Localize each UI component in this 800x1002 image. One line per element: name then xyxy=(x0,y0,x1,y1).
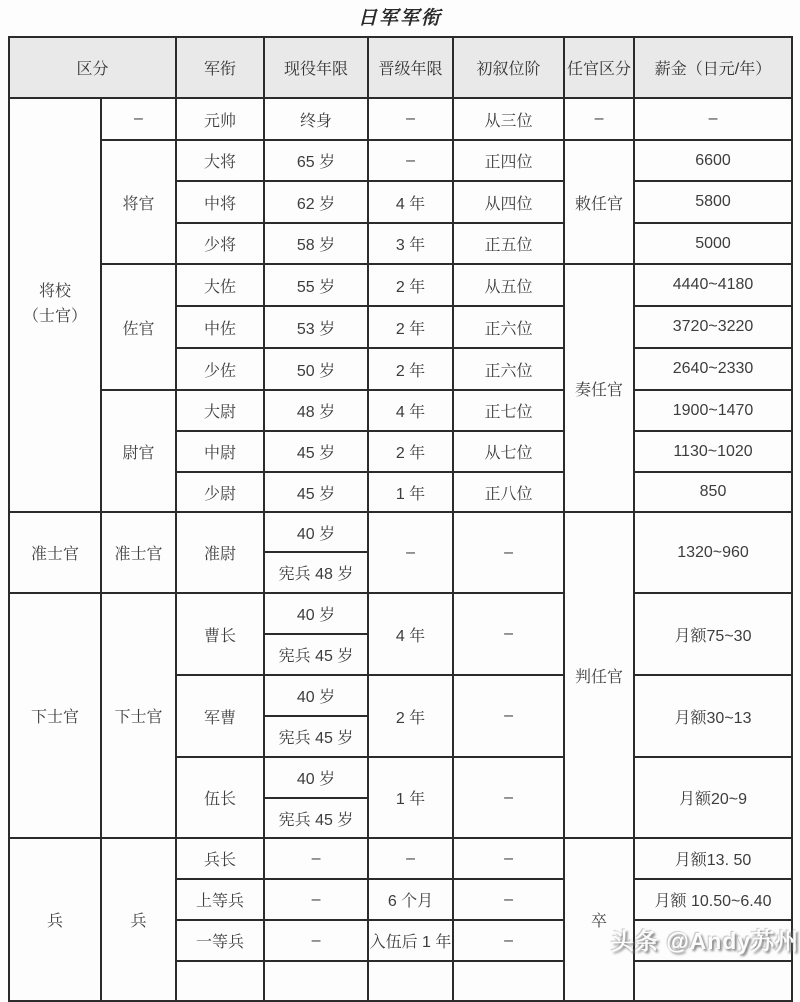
cell-salary-zhongwei: 1130~1020 xyxy=(634,431,792,472)
group-jiangxiao-line1: 将校 xyxy=(38,283,71,301)
subgroup-zuoguan: 佐官 xyxy=(101,264,176,390)
cell-promotion-zhunwei: – xyxy=(368,512,453,593)
cell-service-zhongjiang: 62 岁 xyxy=(264,181,368,223)
cell-court-zhunwei: – xyxy=(453,512,564,593)
header-xinjin: 薪金（日元/年） xyxy=(634,37,792,98)
page-title: 日军军衔 xyxy=(357,8,442,29)
row-dawei xyxy=(9,390,792,431)
cell-rank-shaojiang: 少将 xyxy=(176,223,264,264)
row-dazuo xyxy=(9,264,792,306)
subgroup-dash: – xyxy=(101,98,176,140)
cell-court-cutoff xyxy=(453,961,564,1001)
cell-rank-caozhang: 曹长 xyxy=(176,593,264,675)
cell-court-dajiang: 正四位 xyxy=(453,140,564,181)
group-zhunshiguan: 准士官 xyxy=(9,512,101,593)
cell-service-wuzhang-a: 40 岁 xyxy=(264,757,368,798)
cell-service-caozhang-b: 宪兵 45 岁 xyxy=(264,634,368,675)
cell-service-zhongzuo: 53 岁 xyxy=(264,306,368,348)
cell-salary-zhunwei: 1320~960 xyxy=(634,512,792,593)
cell-service-cutoff xyxy=(264,961,368,1001)
cell-court-shaowei: 正八位 xyxy=(453,472,564,512)
cell-appoint-zourenkuan: 奏任官 xyxy=(564,264,634,512)
cell-salary-dawei: 1900~1470 xyxy=(634,390,792,431)
subgroup-bing: 兵 xyxy=(101,838,176,1001)
cell-promotion-dajiang: – xyxy=(368,140,453,181)
cell-rank-shaozuo: 少佐 xyxy=(176,348,264,390)
row-yuanshuai xyxy=(9,98,792,140)
cell-service-zhunwei-a: 40 岁 xyxy=(264,512,368,552)
cell-court-juncao: – xyxy=(453,675,564,757)
header-chuxu: 初叙位阶 xyxy=(453,37,564,98)
watermark: 头条 @Andy苏州 xyxy=(610,928,800,954)
cell-rank-bingzhang: 兵长 xyxy=(176,838,264,879)
cell-promotion-shaowei: 1 年 xyxy=(368,472,453,512)
cell-court-yidengbing: – xyxy=(453,920,564,961)
row-zhunwei-a xyxy=(9,512,792,552)
cell-service-zhunwei-b: 宪兵 48 岁 xyxy=(264,552,368,593)
cell-court-zhongjiang: 从四位 xyxy=(453,181,564,223)
cell-promotion-wuzhang: 1 年 xyxy=(368,757,453,838)
cell-service-shaojiang: 58 岁 xyxy=(264,223,368,264)
header-row xyxy=(9,37,792,98)
row-bingzhang xyxy=(9,838,792,879)
header-renguan: 任官区分 xyxy=(564,37,634,98)
cell-salary-shaowei: 850 xyxy=(634,472,792,512)
cell-appoint-chirenkuan: 敕任官 xyxy=(564,140,634,264)
cell-promotion-shaozuo: 2 年 xyxy=(368,348,453,390)
cell-appoint-yuanshuai: – xyxy=(564,98,634,140)
cell-salary-wuzhang: 月额20~9 xyxy=(634,757,792,838)
group-xiashiguan: 下士官 xyxy=(9,593,101,838)
cell-promotion-yuanshuai: – xyxy=(368,98,453,140)
cell-rank-wuzhang: 伍长 xyxy=(176,757,264,838)
cell-salary-shangdengbing: 月额 10.50~6.40 xyxy=(634,879,792,920)
cell-promotion-bingzhang: – xyxy=(368,838,453,879)
cell-rank-juncao: 军曹 xyxy=(176,675,264,757)
cell-promotion-zhongzuo: 2 年 xyxy=(368,306,453,348)
cell-rank-shaowei: 少尉 xyxy=(176,472,264,512)
group-jiangxiao xyxy=(9,98,101,512)
subgroup-xiashiguan: 下士官 xyxy=(101,593,176,838)
header-xianyi: 现役年限 xyxy=(264,37,368,98)
cell-rank-yidengbing: 一等兵 xyxy=(176,920,264,961)
cell-salary-zhongjiang: 5800 xyxy=(634,181,792,223)
cell-service-dajiang: 65 岁 xyxy=(264,140,368,181)
cell-salary-shaojiang: 5000 xyxy=(634,223,792,264)
cell-rank-cutoff xyxy=(176,961,264,1001)
cell-salary-dazuo: 4440~4180 xyxy=(634,264,792,306)
cell-rank-zhongjiang: 中将 xyxy=(176,181,264,223)
header-jinji: 晋级年限 xyxy=(368,37,453,98)
cell-rank-dawei: 大尉 xyxy=(176,390,264,431)
header-qufen: 区分 xyxy=(9,37,176,98)
group-jiangxiao-line2: （士官） xyxy=(22,308,87,325)
subgroup-jiangguan: 将官 xyxy=(101,140,176,264)
cell-promotion-shaojiang: 3 年 xyxy=(368,223,453,264)
cell-service-dazuo: 55 岁 xyxy=(264,264,368,306)
header-junxian: 军衔 xyxy=(176,37,264,98)
cell-service-zhongwei: 45 岁 xyxy=(264,431,368,472)
cell-court-shaozuo: 正六位 xyxy=(453,348,564,390)
cell-court-wuzhang: – xyxy=(453,757,564,838)
cell-salary-dajiang: 6600 xyxy=(634,140,792,181)
cell-salary-bingzhang: 月额13. 50 xyxy=(634,838,792,879)
cell-rank-yuanshuai: 元帅 xyxy=(176,98,264,140)
cell-service-yuanshuai: 终身 xyxy=(264,98,368,140)
row-caozhang-a xyxy=(9,593,792,634)
cell-service-shangdengbing: – xyxy=(264,879,368,920)
row-dajiang xyxy=(9,140,792,181)
cell-rank-zhongzuo: 中佐 xyxy=(176,306,264,348)
cell-salary-juncao: 月额30~13 xyxy=(634,675,792,757)
subgroup-zhunshiguan: 准士官 xyxy=(101,512,176,593)
cell-court-shaojiang: 正五位 xyxy=(453,223,564,264)
group-bing: 兵 xyxy=(9,838,101,1001)
cell-court-shangdengbing: – xyxy=(453,879,564,920)
cell-court-dazuo: 从五位 xyxy=(453,264,564,306)
cell-service-juncao-b: 宪兵 45 岁 xyxy=(264,716,368,757)
cell-service-caozhang-a: 40 岁 xyxy=(264,593,368,634)
cell-rank-dazuo: 大佐 xyxy=(176,264,264,306)
cell-promotion-dazuo: 2 年 xyxy=(368,264,453,306)
ranks-table xyxy=(8,36,793,1002)
subgroup-weiguan: 尉官 xyxy=(101,390,176,512)
cell-service-shaowei: 45 岁 xyxy=(264,472,368,512)
cell-salary-cutoff xyxy=(634,961,792,1001)
cell-service-wuzhang-b: 宪兵 45 岁 xyxy=(264,798,368,838)
cell-salary-yuanshuai: – xyxy=(634,98,792,140)
cell-service-bingzhang: – xyxy=(264,838,368,879)
cell-service-juncao-a: 40 岁 xyxy=(264,675,368,716)
cell-rank-dajiang: 大将 xyxy=(176,140,264,181)
cell-rank-zhunwei: 准尉 xyxy=(176,512,264,593)
cell-salary-caozhang: 月额75~30 xyxy=(634,593,792,675)
cell-salary-shaozuo: 2640~2330 xyxy=(634,348,792,390)
cell-service-dawei: 48 岁 xyxy=(264,390,368,431)
cell-salary-zhongzuo: 3720~3220 xyxy=(634,306,792,348)
cell-promotion-zhongwei: 2 年 xyxy=(368,431,453,472)
cell-court-zhongzuo: 正六位 xyxy=(453,306,564,348)
cell-rank-shangdengbing: 上等兵 xyxy=(176,879,264,920)
cell-promotion-shangdengbing: 6 个月 xyxy=(368,879,453,920)
cell-promotion-juncao: 2 年 xyxy=(368,675,453,757)
cell-promotion-yidengbing: 入伍后 1 年 xyxy=(368,920,453,961)
cell-court-dawei: 正七位 xyxy=(453,390,564,431)
cell-court-zhongwei: 从七位 xyxy=(453,431,564,472)
cell-promotion-caozhang: 4 年 xyxy=(368,593,453,675)
cell-appoint-panrenkuan: 判任官 xyxy=(564,512,634,838)
cell-promotion-zhongjiang: 4 年 xyxy=(368,181,453,223)
cell-court-yuanshuai: 从三位 xyxy=(453,98,564,140)
cell-appoint-zu: 卒 xyxy=(564,838,634,1001)
cell-service-yidengbing: – xyxy=(264,920,368,961)
cell-court-caozhang: – xyxy=(453,593,564,675)
cell-rank-zhongwei: 中尉 xyxy=(176,431,264,472)
cell-promotion-dawei: 4 年 xyxy=(368,390,453,431)
cell-court-bingzhang: – xyxy=(453,838,564,879)
cell-service-shaozuo: 50 岁 xyxy=(264,348,368,390)
cell-promotion-cutoff xyxy=(368,961,453,1001)
